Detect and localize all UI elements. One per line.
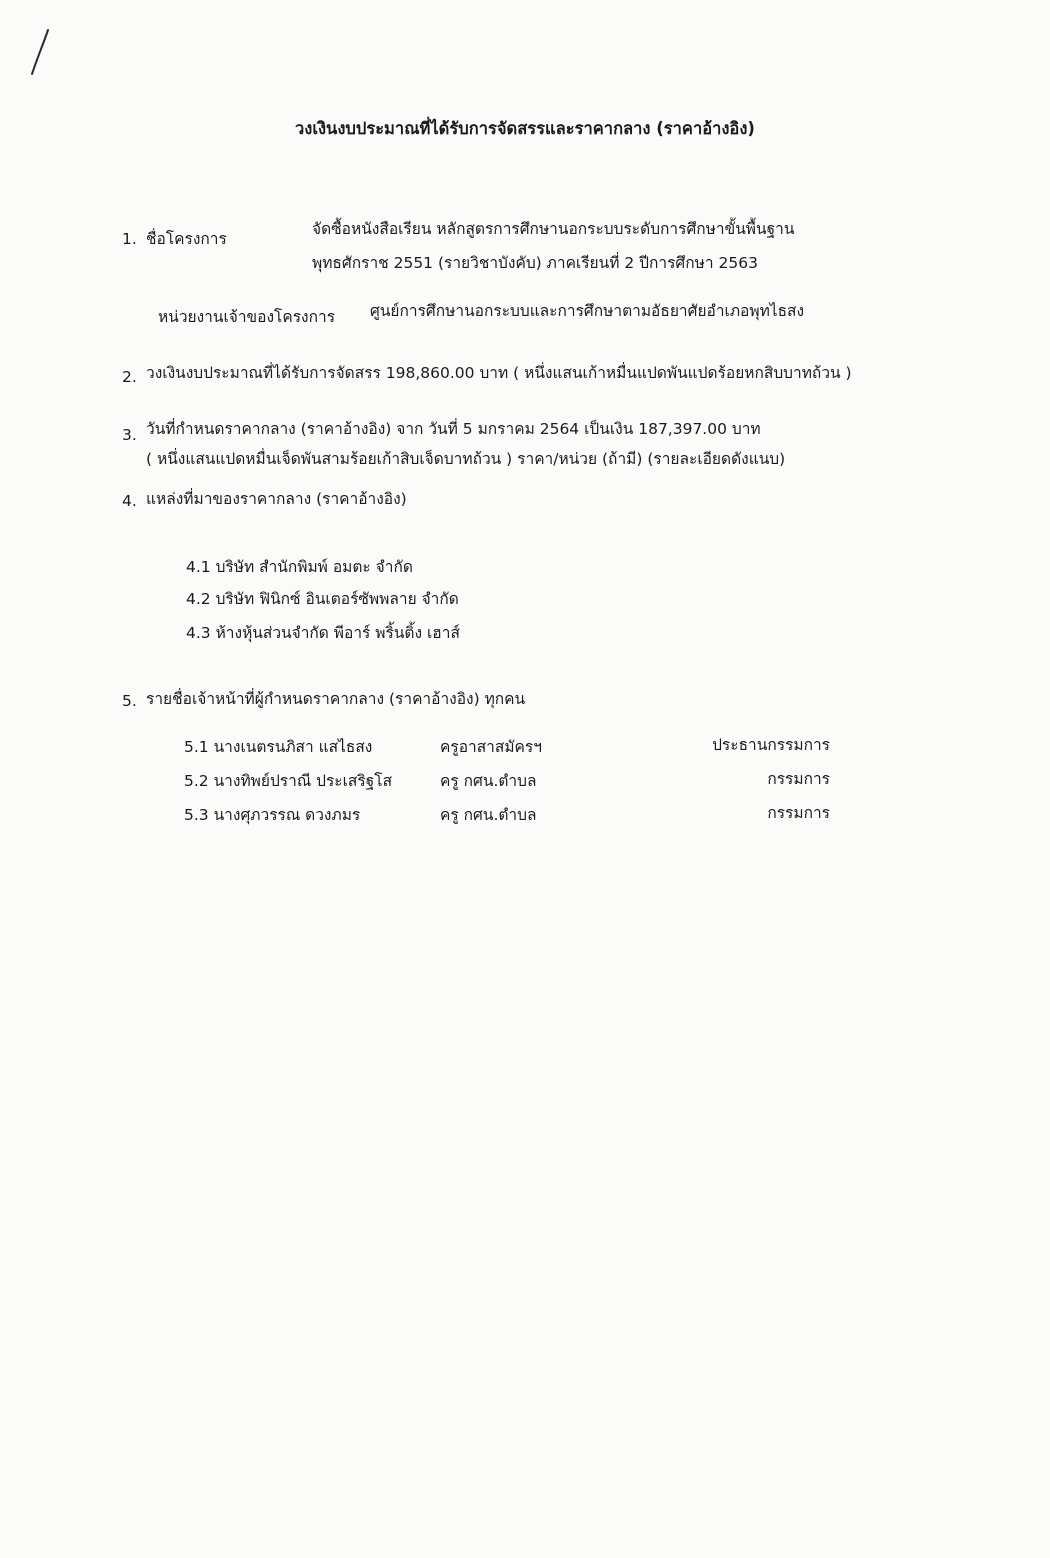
item1-label: ชื่อโครงการ <box>146 230 227 248</box>
member-position: ครู กศน.ตำบล <box>440 772 537 790</box>
member-name: 5.2 นางทิพย์ปราณี ประเสริฐโส <box>184 772 393 790</box>
member-position: ครู กศน.ตำบล <box>440 806 537 824</box>
item5-heading: รายชื่อเจ้าหน้าที่ผู้กำหนดราคากลาง (ราคาอ้างอิง) ทุกคน <box>146 690 526 708</box>
item4-number: 4. <box>122 492 137 510</box>
owner-label: หน่วยงานเจ้าของโครงการ <box>158 308 336 326</box>
item4-heading: แหล่งที่มาของราคากลาง (ราคาอ้างอิง) <box>146 490 407 508</box>
item2-number: 2. <box>122 368 137 386</box>
member-role: กรรมการ <box>767 804 830 822</box>
owner-value: ศูนย์การศึกษานอกระบบและการศึกษาตามอัธยาศัยอำเภอพุทไธสง <box>370 302 805 320</box>
item1-number: 1. <box>122 230 137 248</box>
member-position: ครูอาสาสมัครฯ <box>440 738 542 756</box>
document-title: วงเงินงบประมาณที่ได้รับการจัดสรรและราคากลาง (ราคาอ้างอิง) <box>295 119 755 138</box>
member-role: ประธานกรรมการ <box>712 736 830 754</box>
pen-stroke-mark <box>28 28 52 78</box>
member-name: 5.3 นางศุภวรรณ ดวงภมร <box>184 806 361 824</box>
item3-line1: วันที่กำหนดราคากลาง (ราคาอ้างอิง) จาก วันที่ 5 มกราคม 2564 เป็นเงิน 187,397.00 บาท <box>146 420 761 438</box>
member-name: 5.1 นางเนตรนภิสา แสไธสง <box>184 738 373 756</box>
source-item-2: 4.2 บริษัท ฟินิกซ์ อินเตอร์ซัพพลาย จำกัด <box>186 590 459 608</box>
item3-number: 3. <box>122 426 137 444</box>
item5-number: 5. <box>122 692 137 710</box>
item1-value-line2: พุทธศักราช 2551 (รายวิชาบังคับ) ภาคเรียนที่ 2 ปีการศึกษา 2563 <box>312 254 758 272</box>
source-item-3: 4.3 ห้างหุ้นส่วนจำกัด พีอาร์ พริ้นติ้ง เฮาส์ <box>186 624 460 642</box>
member-role: กรรมการ <box>767 770 830 788</box>
source-item-1: 4.1 บริษัท สำนักพิมพ์ อมตะ จำกัด <box>186 558 413 576</box>
item3-line2: ( หนึ่งแสนแปดหมื่นเจ็ดพันสามร้อยเก้าสิบเจ็ดบาทถ้วน ) ราคา/หน่วย (ถ้ามี) (รายละเอียดดังแนบ) <box>146 450 786 468</box>
item2-text: วงเงินงบประมาณที่ได้รับการจัดสรร 198,860.00 บาท ( หนึ่งแสนเก้าหมื่นแปดพันแปดร้อยหกสิบบาทถ้วน ) <box>146 364 852 382</box>
item1-value-line1: จัดซื้อหนังสือเรียน หลักสูตรการศึกษานอกระบบระดับการศึกษาขั้นพื้นฐาน <box>312 220 795 238</box>
